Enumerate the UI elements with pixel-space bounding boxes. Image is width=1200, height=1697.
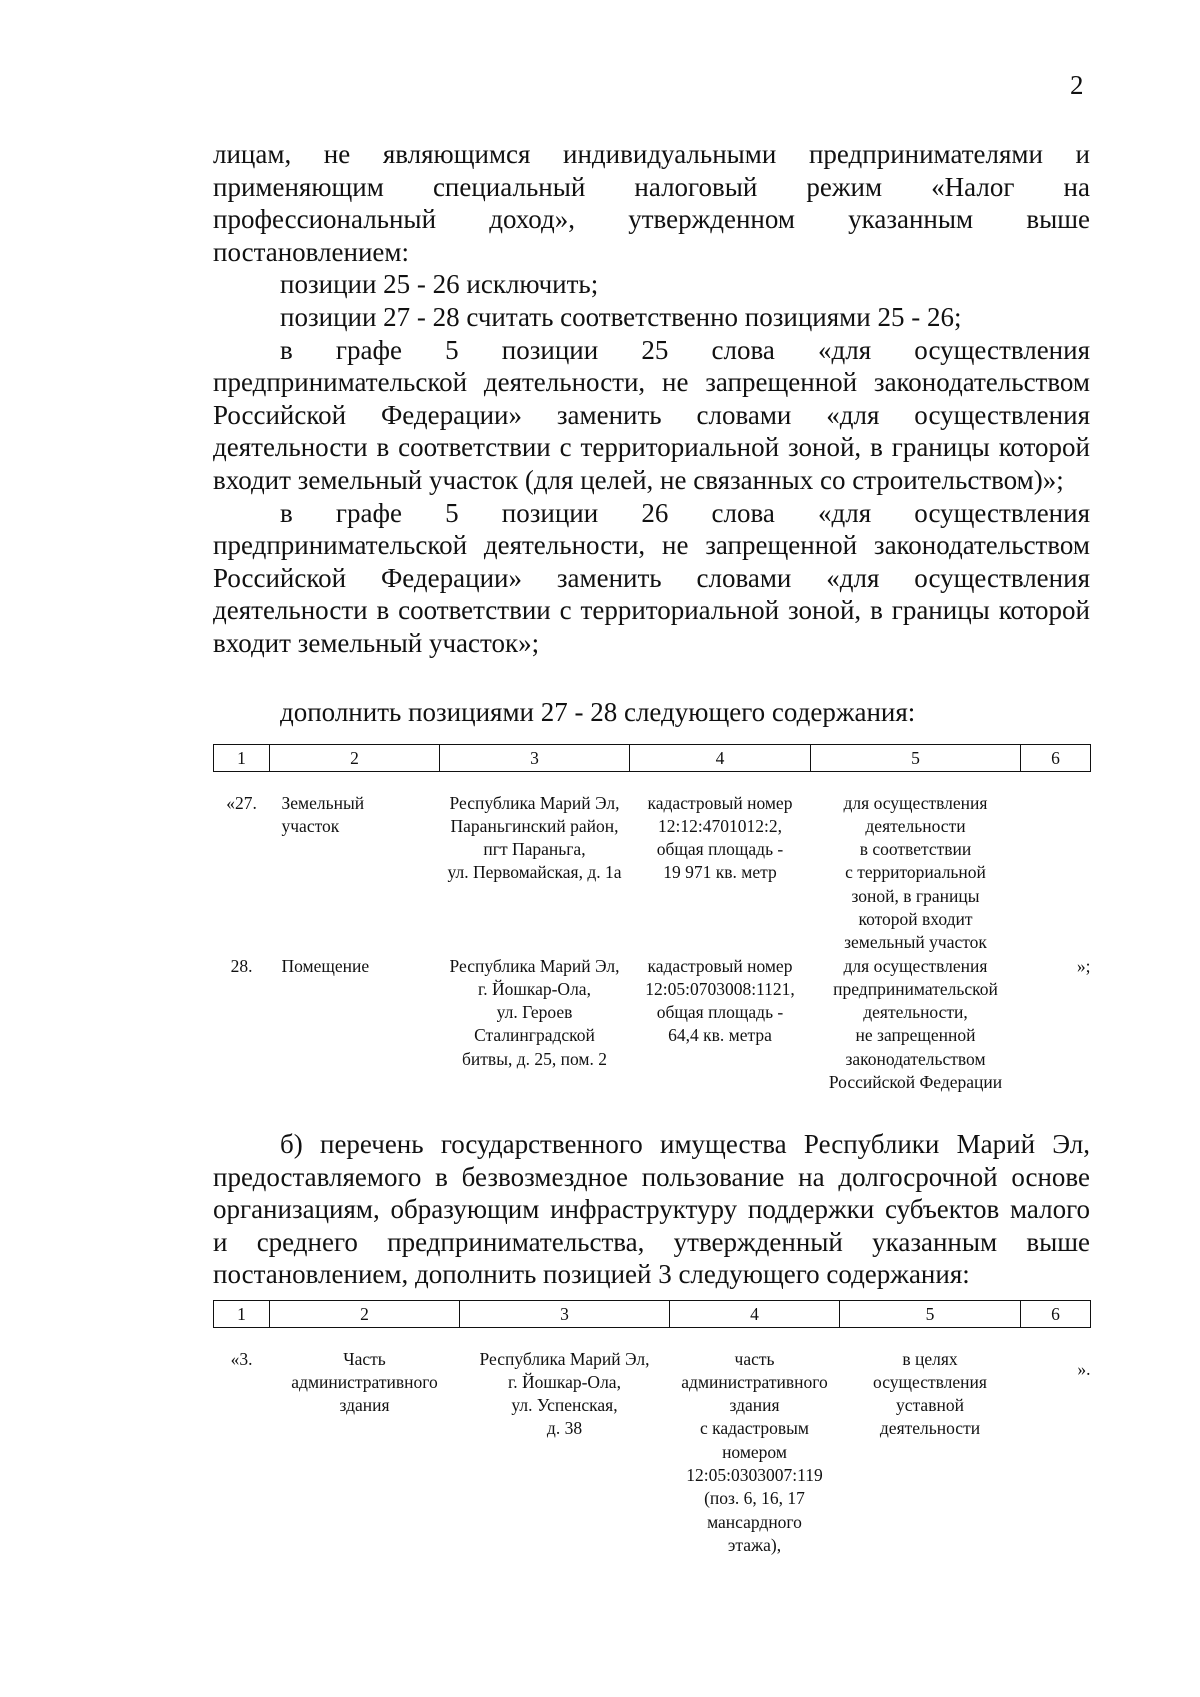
- cell-object: Земельный участок: [281, 792, 365, 836]
- cell-number: «27.: [226, 792, 257, 813]
- table-row: [214, 1348, 1091, 1558]
- cell-object: Часть административного здания: [291, 1348, 438, 1416]
- positions-table-27-28: [213, 744, 1091, 1094]
- cell-purpose: для осуществления предпринимательской деятельности, не запрещенной законодательством Российской Федерации: [828, 955, 1003, 1093]
- cell-number: 28.: [230, 955, 253, 976]
- table-header-row: [214, 1301, 1091, 1328]
- cell-characteristics: кадастровый номер 12:12:4701012:2, общая площадь - 19 971 кв. метр: [647, 792, 793, 883]
- cell-address: Республика Марий Эл, г. Йошкар-Ола, ул. Успенская, д. 38: [479, 1348, 650, 1439]
- column-header: 1: [214, 1301, 270, 1328]
- paragraph: позиции 25 - 26 исключить;: [280, 269, 599, 300]
- column-header: 3: [460, 1301, 670, 1328]
- table-row: [214, 792, 1091, 955]
- cell-characteristics: часть административного здания с кадастровым номером 12:05:0303007:119 (поз. 6, 16, 17 мансардного этажа),: [681, 1348, 828, 1555]
- page-number: 2: [1070, 70, 1084, 100]
- cell-closing: »;: [1076, 955, 1091, 976]
- column-header: 6: [1021, 1301, 1091, 1328]
- column-header: 5: [811, 745, 1021, 772]
- column-header: 5: [840, 1301, 1021, 1328]
- column-header: 3: [440, 745, 630, 772]
- cell-object: Помещение: [281, 955, 370, 976]
- table-row: [214, 955, 1091, 1095]
- paragraph: б) перечень государственного имущества Республики Марий Эл, предоставляемого в безвозмездное пользование на долгосрочной основе организациям, образующим инфраструктуру поддержки субъектов малого и среднего предпринимательства, утвержденный указанным выше постановлением, дополнить позицией 3 следующего содержания:: [213, 1129, 1090, 1290]
- cell-number: «3.: [230, 1348, 253, 1369]
- column-header: 1: [214, 745, 270, 772]
- amendment-text-top: [213, 138, 1090, 660]
- column-header: 2: [270, 1301, 460, 1328]
- cell-purpose: для осуществления деятельности в соответствии с территориальной зоной, в границы которой входит земельный участок: [843, 792, 988, 953]
- amendment-text-b: [213, 1128, 1090, 1291]
- paragraph: в графе 5 позиции 25 слова «для осуществления предпринимательской деятельности, не запрещенной законодательством Российской Федерации» заменить словами «для осуществления деятельности в соответствии с территориальной зоной, в границы которой входит земельный участок (для целей, не связанных со строительством)»;: [213, 334, 1090, 495]
- table-header-row: [214, 745, 1091, 772]
- cell-closing: [1021, 792, 1091, 955]
- column-header: 4: [670, 1301, 840, 1328]
- paragraph: позиции 27 - 28 считать соответственно позициями 25 - 26;: [280, 301, 962, 332]
- paragraph: в графе 5 позиции 26 слова «для осуществления предпринимательской деятельности, не запрещенной законодательством Российской Федерации» заменить словами «для осуществления деятельности в соответствии с территориальной зоной, в границы которой входит земельный участок»;: [213, 497, 1090, 658]
- table1-intro: дополнить позициями 27 - 28 следующего содержания:: [280, 697, 916, 727]
- cell-address: Республика Марий Эл, Параньгинский район, пгт Параньга, ул. Первомайская, д. 1а: [447, 792, 622, 883]
- column-header: 2: [270, 745, 440, 772]
- column-header: 6: [1021, 745, 1091, 772]
- paragraph: лицам, не являющимся индивидуальными предпринимателями и применяющим специальный налоговый режим «Налог на профессиональный доход», утвержденном указанным выше постановлением:: [213, 139, 1090, 267]
- column-header: 4: [630, 745, 811, 772]
- cell-address: Республика Марий Эл, г. Йошкар-Ола, ул. Героев Сталинградской битвы, д. 25, пом. 2: [449, 955, 620, 1069]
- cell-purpose: в целях осуществления уставной деятельности: [873, 1348, 987, 1439]
- cell-characteristics: кадастровый номер 12:05:0703008:1121, общая площадь - 64,4 кв. метра: [645, 955, 795, 1046]
- cell-closing: ».: [1077, 1358, 1091, 1379]
- positions-table-3: [213, 1300, 1091, 1557]
